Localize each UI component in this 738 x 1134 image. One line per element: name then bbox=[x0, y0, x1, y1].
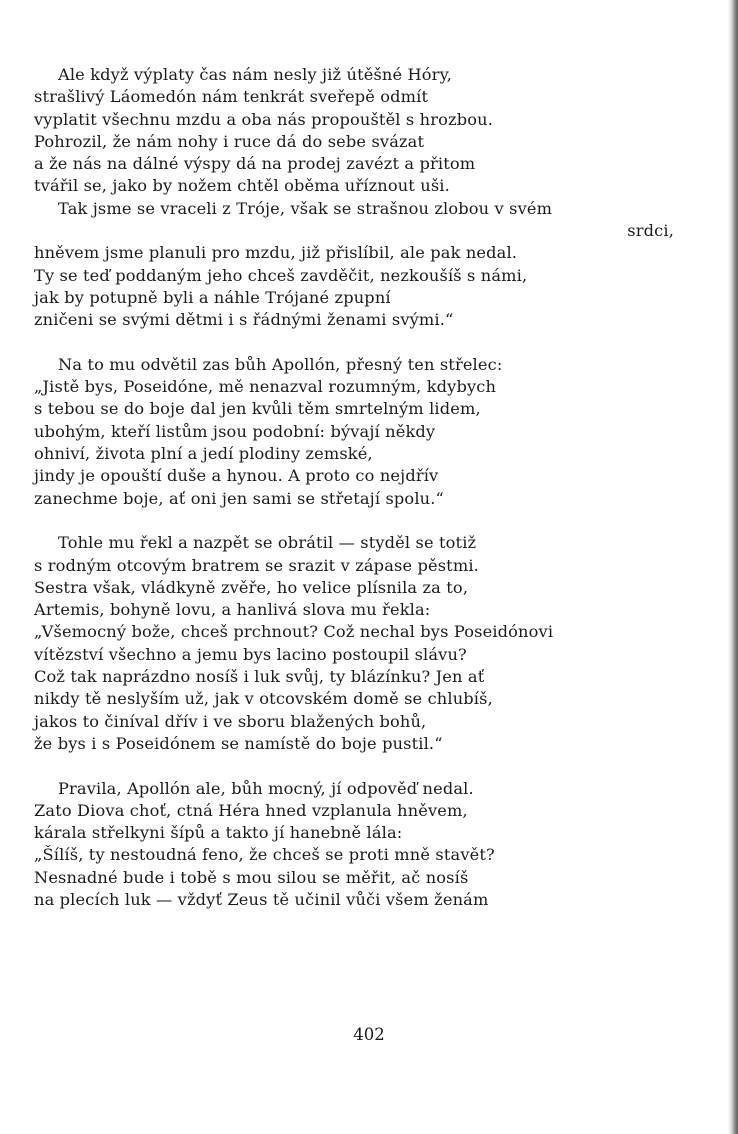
page-edge-shadow bbox=[728, 0, 738, 1134]
paragraph-1 bbox=[34, 64, 674, 332]
page-number: 402 bbox=[353, 1025, 385, 1044]
text-line: ubohým, kteří listům jsou podobní: bývají někdy bbox=[34, 421, 436, 441]
text-line: nikdy tě neslyším už, jak v otcovském domě se chlubíš, bbox=[34, 689, 493, 709]
poem-text bbox=[34, 64, 674, 911]
text-line: jakos to činíval dřív i ve sboru blažených bohů, bbox=[34, 711, 427, 731]
paragraph-4 bbox=[34, 778, 674, 912]
text-line-continuation: srdci, bbox=[627, 221, 674, 241]
text-line: Pohrozil, že nám nohy i ruce dá do sebe svázat bbox=[34, 131, 425, 151]
text-line: Tak jsme se vraceli z Tróje, však se strašnou zlobou v svém bbox=[58, 198, 553, 218]
text-line: zničeni se svými dětmi i s řádnými ženami svými.“ bbox=[34, 310, 454, 330]
text-line: „Jistě bys, Poseidóne, mě nenazval rozumným, kdybych bbox=[34, 377, 497, 397]
paragraph-gap bbox=[34, 755, 674, 777]
text-line: kárala střelkyni šípů a takto jí hanebně lála: bbox=[34, 823, 403, 843]
text-line: Což tak naprázdno nosíš i luk svůj, ty blázínku? Jen ať bbox=[34, 667, 485, 687]
text-line: Ale když výplaty čas nám nesly již útěšné Hóry, bbox=[58, 65, 453, 84]
text-line: ohniví, života plní a jedí plodiny zemské, bbox=[34, 444, 373, 464]
text-line: zanechme boje, ať oni jen sami se střetají spolu.“ bbox=[34, 488, 444, 508]
text-line: Sestra však, vládkyně zvěře, ho velice plísnila za to, bbox=[34, 577, 469, 597]
text-line: Tohle mu řekl a nazpět se obrátil — styděl se totiž bbox=[58, 533, 477, 553]
text-line: strašlivý Láomedón nám tenkrát sveřepě odmít bbox=[34, 87, 429, 107]
text-line: že bys i s Poseidónem se namístě do boje pustil.“ bbox=[34, 733, 443, 753]
paragraph-gap bbox=[34, 332, 674, 354]
text-line: jindy je opouští duše a hynou. A proto co nejdřív bbox=[34, 466, 439, 486]
text-line: Nesnadné bude i tobě s mou silou se měřit, ač nosíš bbox=[34, 867, 469, 887]
text-line: tvářil se, jako by nožem chtěl oběma uříznout uši. bbox=[34, 176, 450, 196]
text-line: Pravila, Apollón ale, bůh mocný, jí odpověď nedal. bbox=[58, 778, 474, 798]
text-line: Zato Diova choť, ctná Héra hned vzplanula hněvem, bbox=[34, 800, 468, 820]
text-line: s rodným otcovým bratrem se srazit v zápase pěstmi. bbox=[34, 555, 479, 575]
text-line: a že nás na dálné výspy dá na prodej zavézt a přitom bbox=[34, 154, 476, 174]
text-line: vítězství všechno a jemu bys lacino postoupil slávu? bbox=[34, 644, 467, 664]
text-line: Artemis, bohyně lovu, a hanlivá slova mu řekla: bbox=[34, 600, 431, 620]
text-line: Na to mu odvětil zas bůh Apollón, přesný ten střelec: bbox=[58, 354, 503, 374]
text-line: s tebou se do boje dal jen kvůli těm smrtelným lidem, bbox=[34, 399, 481, 419]
paragraph-gap bbox=[34, 510, 674, 532]
paragraph-2 bbox=[34, 354, 674, 510]
text-line: jak by potupně byli a náhle Trójané zpupní bbox=[34, 287, 391, 307]
text-line: hněvem jsme planuli pro mzdu, již přislíbil, ale pak nedal. bbox=[34, 243, 518, 263]
text-line: vyplatit všechnu mzdu a oba nás propouštěl s hrozbou. bbox=[34, 109, 493, 129]
paragraph-3 bbox=[34, 532, 674, 755]
text-line: Ty se teď poddaným jeho chceš zavděčit, nezkoušíš s námi, bbox=[34, 265, 528, 285]
text-line: „Šílíš, ty nestoudná feno, že chceš se proti mně stavět? bbox=[34, 845, 495, 865]
text-line: na plecích luk — vždyť Zeus tě učinil vůči všem ženám bbox=[34, 889, 489, 909]
text-line: „Všemocný bože, chceš prchnout? Což nechal bys Poseidónovi bbox=[34, 622, 554, 642]
